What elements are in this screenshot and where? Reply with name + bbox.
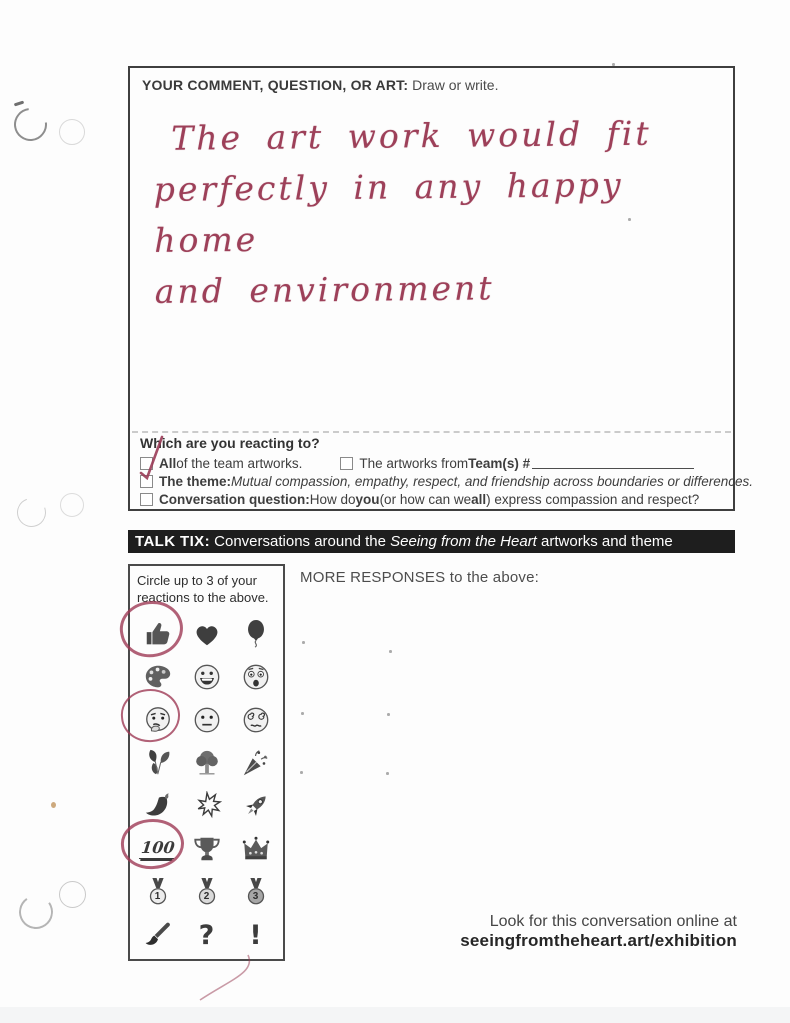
emoji-dizzy-face[interactable] <box>231 698 280 741</box>
option-label-italic: Mutual compassion, empathy, respect, and friendship across boundaries or differences. <box>231 473 754 489</box>
comment-box <box>128 66 754 511</box>
medal-number: 3 <box>252 891 259 903</box>
emoji-collision[interactable] <box>182 785 231 828</box>
scan-speck <box>51 802 56 808</box>
handwriting-line: and environment <box>154 268 495 311</box>
emoji-second-place-medal[interactable] <box>182 871 231 914</box>
option-row <box>140 454 753 472</box>
hole-punch-mark <box>59 119 85 145</box>
option-label: The artworks from <box>359 455 469 471</box>
handwriting-line: The art work would fit <box>171 113 652 158</box>
reacting-to-question: Which are you reacting to? <box>140 435 320 451</box>
emoji-first-place-medal[interactable] <box>133 871 182 914</box>
reactions-box <box>128 564 285 961</box>
option-label: Conversation question: <box>159 491 310 507</box>
emoji-hundred-points[interactable] <box>133 828 182 871</box>
checkbox-conversation-question[interactable] <box>140 493 153 506</box>
checkbox-artworks-from-team[interactable] <box>340 457 353 470</box>
scan-speck <box>386 772 389 775</box>
emoji-rocket[interactable] <box>231 785 280 828</box>
hundred-points-text: 100 <box>139 838 176 858</box>
option-row: Conversation question: How do you (or how can we all ) express compassion and respect? <box>140 490 753 508</box>
emoji-balloon[interactable] <box>231 612 280 655</box>
footer-url: seeingfromtheheart.art/exhibition <box>460 931 737 950</box>
hole-punch-mark <box>12 493 51 532</box>
emoji-grid <box>133 612 280 957</box>
scan-speck <box>301 712 304 715</box>
dashed-divider <box>132 431 731 433</box>
footer-text: Look for this conversation online at <box>489 913 737 930</box>
emoji-trophy[interactable] <box>182 828 231 871</box>
option-row <box>140 472 753 490</box>
comment-box-hint: Draw or write. <box>408 77 499 93</box>
reacting-to-section <box>140 435 753 508</box>
scan-speck <box>389 650 392 653</box>
comment-box-label: YOUR COMMENT, QUESTION, OR ART: <box>142 77 409 93</box>
more-responses-label: MORE RESPONSES to the above: <box>300 569 540 586</box>
handwritten-comment <box>153 107 715 317</box>
scan-mark <box>14 101 24 107</box>
pen-stray-mark <box>192 952 262 1004</box>
handwritten-checkmark <box>136 434 166 480</box>
emoji-fallen-leaves[interactable] <box>133 741 182 784</box>
hole-punch-mark <box>16 892 55 931</box>
footer <box>460 913 737 951</box>
emoji-hot-pepper[interactable] <box>133 785 182 828</box>
emoji-heart[interactable] <box>182 612 231 655</box>
question-mark-glyph: ? <box>198 919 215 951</box>
option-label: The theme: <box>159 473 232 489</box>
emoji-party-popper[interactable] <box>231 741 280 784</box>
handwriting-line: perfectly in any happy home <box>153 165 624 260</box>
scan-speck <box>387 713 390 716</box>
exclamation-mark-glyph: ! <box>249 919 262 951</box>
scan-edge-shading <box>0 1007 790 1023</box>
emoji-artist-palette[interactable] <box>133 655 182 698</box>
emoji-tree[interactable] <box>182 741 231 784</box>
option-label: All <box>159 455 177 471</box>
option-label: Team(s) # <box>468 455 531 471</box>
hole-punch-mark <box>60 493 84 517</box>
emoji-grinning-face[interactable] <box>182 655 231 698</box>
scan-speck <box>302 641 305 644</box>
emoji-thumbs-up[interactable] <box>133 612 182 655</box>
emoji-neutral-face[interactable] <box>182 698 231 741</box>
reactions-instruction: Circle up to 3 of your reactions to the above. <box>137 573 269 605</box>
talk-tix-bar: TALK TIX: Conversations around the Seeing from the Heart artworks and theme <box>128 530 735 553</box>
team-number-blank[interactable] <box>532 457 694 469</box>
medal-number: 2 <box>203 891 210 903</box>
option-label: of the team artworks. <box>176 455 303 471</box>
medal-number: 1 <box>154 891 161 903</box>
exhibition-title: Seeing from the Heart <box>390 533 537 550</box>
hole-punch-mark <box>59 881 86 908</box>
emoji-astonished-face[interactable] <box>231 655 280 698</box>
emoji-crown[interactable] <box>231 828 280 871</box>
hole-punch-mark <box>7 101 53 147</box>
emoji-thinking-face[interactable] <box>133 698 182 741</box>
scan-speck <box>300 771 303 774</box>
emoji-exclamation-mark[interactable] <box>231 914 280 957</box>
talk-tix-label: TALK TIX: <box>135 533 210 550</box>
comment-box-header <box>142 77 498 93</box>
emoji-third-place-medal[interactable] <box>231 871 280 914</box>
emoji-paintbrush[interactable] <box>133 914 182 957</box>
emoji-question-mark[interactable] <box>182 914 231 957</box>
